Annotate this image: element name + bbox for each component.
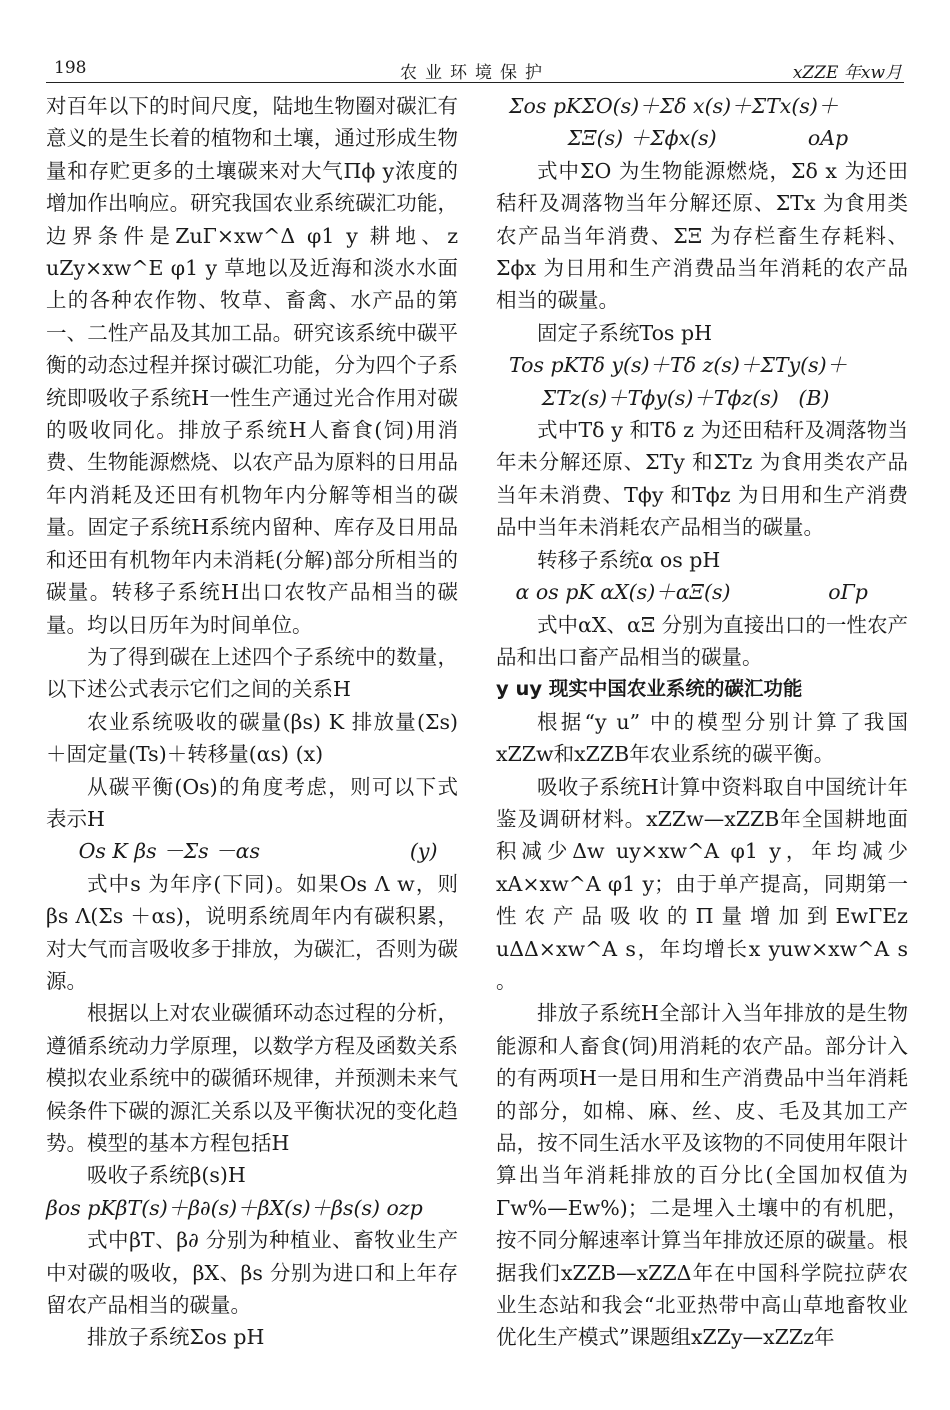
journal-title: 农业环境保护 — [400, 63, 550, 83]
paragraph: 转移子系统α os pH — [537, 547, 721, 572]
paragraph: 式中Tδ y 和Tδ z 为还田秸秆及凋落物当年未分解还原、ΣTy 和ΣTz 为食用类农产品当年未消费、Tϕy 和Tϕz 为日用和生产消费品中当年未消耗农产品相当的碳量。 — [496, 418, 908, 540]
running-header — [46, 54, 904, 83]
paragraph: 为了得到碳在上述四个子系统中的数量，以下述公式表示它们之间的关系H — [46, 644, 458, 702]
paragraph: 排放子系统Σos pH — [87, 1325, 265, 1350]
equation: ΣΞ(s) ＋Σϕx(s) oAp — [496, 126, 849, 151]
equation: Σos pKΣO(s)＋Σδ x(s)＋ΣTx(s)＋ — [496, 94, 839, 118]
equation: Os K βs －Σs －αs (y) — [46, 839, 438, 864]
paragraph: 根据“y u” 中的模型分别计算了我国xZZw和xZZB年农业系统的碳平衡。 — [496, 709, 908, 767]
paragraph: 吸收子系统β(s)H — [87, 1163, 246, 1188]
page-number: 198 — [54, 58, 87, 78]
paragraph: 排放子系统H全部计入当年排放的是生物能源和人畜食(饲)用消耗的农产品。部分计入的有两项H一是日用和生产消费品中当年消耗的部分，如棉、麻、丝、皮、毛及其加工产品，按不同生活水平及该物的不同使用年限计算出当年消耗排放的百分比(全国加权值为Γw%—Ew%)；二是埋入土壤中的有机肥，按不同分解速率计算当年排放还原的碳量。根据我们xZZB—xZZΔ年在中国科学院拉萨农业生态站和我会“北亚热带中高山草地畜牧业优化生产模式”课题组xZZy—xZZz年 — [496, 1001, 908, 1350]
left-column — [46, 90, 458, 1354]
equation: Tos pKTδ y(s)＋Tδ z(s)＋ΣTy(s)＋ — [496, 353, 848, 378]
paragraph: 从碳平衡(Os)的角度考虑，则可以下式表示H — [46, 774, 458, 831]
equation: βos pKβT(s)＋β∂(s)＋βX(s)＋βs(s) ozp — [46, 1195, 423, 1220]
paragraph: 根据以上对农业碳循环动态过程的分析，遵循系统动力学原理，以数学方程及函数关系模拟农业系统中的碳循环规律，并预测未来气候条件下碳的源汇关系以及平衡状况的变化趋势。模型的基本方程包括H — [46, 1001, 458, 1155]
paragraph: 式中βT、β∂ 分别为种植业、畜牧业生产中对碳的吸收，βX、βs 分别为进口和上年存留农产品相当的碳量。 — [46, 1228, 458, 1318]
paragraph: 式中αX、αΞ 分别为直接出口的一性农产品和出口畜产品相当的碳量。 — [496, 612, 908, 669]
paragraph: 对百年以下的时间尺度，陆地生物圈对碳汇有意义的是生长着的植物和土壤，通过形成生物量和存贮更多的土壤碳来对大气Πϕ y浓度的增加作出响应。研究我国农业系统碳汇功能，边界条件是ZuΓ×xw^Δ φ1 y 耕地、z uZy×xw^E φ1 y 草地以及近海和淡水水面上的各种农作物、牧草、畜禽、水产品的第一、二性产品及其加工品。研究该系统中碳平衡的动态过程并探讨碳汇功能，分为四个子系统即吸收子系统H一性生产通过光合作用对碳的吸收同化。排放子系统H人畜食(饲)用消费、生物能源燃烧、以农产品为原料的日用品年内消耗及还田有机物年内分解等相当的碳量。固定子系统H系统内留种、库存及日用品和还田有机物年内未消耗(分解)部分所相当的碳量。转移子系统H出口农牧产品相当的碳量。均以日历年为时间单位。 — [46, 94, 458, 637]
equation: ΣTz(s)＋Tϕy(s)＋Tϕz(s) (B) — [496, 385, 830, 410]
paragraph: 农业系统吸收的碳量(βs) K 排放量(Σs)＋固定量(Ts)＋转移量(αs) (x) — [46, 709, 458, 767]
paragraph: 固定子系统Tos pH — [537, 320, 712, 345]
paragraph: 式中s 为年序(下同)。如果Os Λ w，则βs Λ(Σs ＋αs)，说明系统周年内有碳积累，对大气而言吸收多于排放，为碳汇，否则为碳源。 — [46, 871, 458, 993]
paragraph: 吸收子系统H计算中资料取自中国统计年鉴及调研材料。xZZw—xZZB年全国耕地面积减少Δw uy×xw^A φ1 y，年均减少xA×xw^A φ1 y；由于单产提高，同期第一性农产品吸收的Π量增加到EwΓEz uΔΔ×xw^A s，年均增长x yuw×xw^A s 。 — [496, 774, 908, 993]
paragraph: 式中ΣO 为生物能源燃烧，Σδ x 为还田秸秆及凋落物当年分解还原、ΣTx 为食用类农产品当年消费、ΣΞ 为存栏畜生存耗料、Σϕx 为日用和生产消费品当年消耗的农产品相当的碳量。 — [496, 158, 908, 313]
equation: α os pK αX(s)＋αΞ(s) oΓp — [496, 580, 868, 605]
right-column — [496, 90, 908, 1354]
section-heading: y uy 现实中国农业系统的碳汇功能 — [496, 677, 803, 701]
issue-date: xZZE 年xw月 — [792, 63, 902, 83]
